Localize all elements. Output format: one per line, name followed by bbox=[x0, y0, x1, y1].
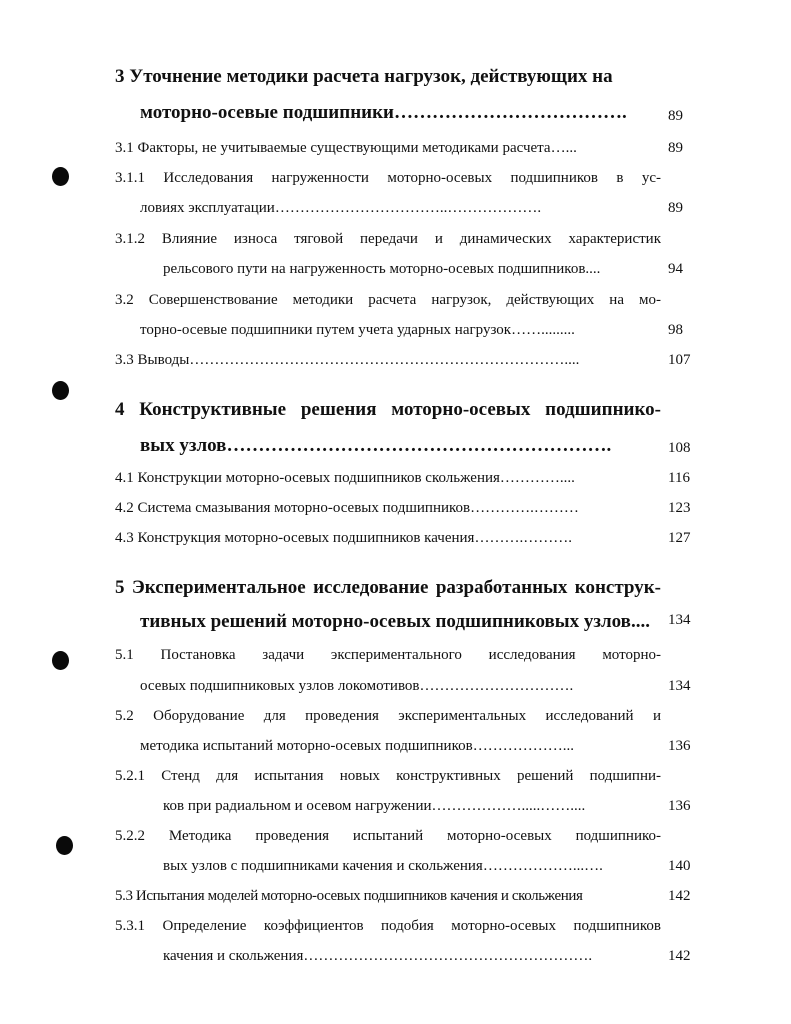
toc-leader: ………………...…. bbox=[482, 858, 603, 874]
punch-hole bbox=[52, 381, 69, 400]
toc-entry-text: 4.2 Система смазывания моторно-осевых подшипников bbox=[115, 500, 471, 516]
toc-page-number: 134 bbox=[668, 678, 691, 694]
toc-entry-text: рельсового пути на нагруженность моторно-осевых подшипников bbox=[163, 261, 586, 277]
toc-page-number: 127 bbox=[668, 530, 691, 546]
toc-page-number: 94 bbox=[668, 261, 683, 277]
toc-page-number: 107 bbox=[668, 352, 691, 368]
toc-entry-3-2-line1: 3.2 Совершенствование методики расчета нагрузок, действующих на мо- bbox=[115, 292, 661, 308]
toc-entry-5-3-1-line2 bbox=[163, 946, 661, 966]
toc-leader: …………………………………………………. bbox=[303, 948, 593, 964]
toc-leader: ……………………………..………………. bbox=[274, 200, 542, 216]
toc-entry-text: 3.1 Факторы, не учитываемые существующими методиками расчета bbox=[115, 140, 551, 156]
toc-leader: ………….... bbox=[499, 470, 575, 486]
toc-page-number: 89 bbox=[668, 108, 683, 124]
toc-heading-3-line1: 3 Уточнение методики расчета нагрузок, действующих на bbox=[115, 66, 613, 87]
toc-leader: .... bbox=[585, 261, 601, 277]
toc-page-number: 89 bbox=[668, 140, 683, 156]
toc-entry-text: 4.3 Конструкция моторно-осевых подшипников качения bbox=[115, 530, 475, 546]
toc-entry-3-1-1-line1: 3.1.1 Исследования нагруженности моторно-осевых подшипников в ус- bbox=[115, 170, 661, 186]
toc-heading-4-text: вых узлов bbox=[140, 435, 227, 456]
toc-entry-5-1-line1: 5.1 Постановка задачи экспериментального исследования моторно- bbox=[115, 647, 661, 663]
toc-entry-3-1-1-line2 bbox=[140, 198, 661, 218]
toc-leader: ………………... bbox=[472, 738, 574, 754]
toc-entry-text: ков при радиальном и осевом нагружении bbox=[163, 798, 432, 814]
toc-entry-text: качения и скольжения bbox=[163, 948, 304, 964]
toc-heading-4-line1: 4 Конструктивные решения моторно-осевых подшипнико- bbox=[115, 399, 661, 420]
toc-page-number: 134 bbox=[668, 612, 691, 628]
toc-entry-3-1-2-line2 bbox=[163, 259, 661, 279]
toc-leader: ……………….....…….... bbox=[431, 798, 586, 814]
toc-leader: ………….……… bbox=[470, 500, 579, 516]
toc-heading-3-line2 bbox=[140, 101, 661, 125]
toc-entry-5-2-2-line2 bbox=[163, 856, 661, 876]
toc-entry-5-2-1-line1: 5.2.1 Стенд для испытания новых конструктивных решений подшипни- bbox=[115, 768, 661, 784]
toc-leader: ………………………………. bbox=[393, 102, 627, 123]
toc-entry-3-1-2-line1: 3.1.2 Влияние износа тяговой передачи и динамических характеристик bbox=[115, 231, 661, 247]
toc-heading-3-text: моторно-осевые подшипники bbox=[140, 102, 394, 123]
toc-page-number: 123 bbox=[668, 500, 691, 516]
toc-page-number: 136 bbox=[668, 798, 691, 814]
toc-entry-5-3-1-line1: 5.3.1 Определение коэффициентов подобия моторно-осевых подшипников bbox=[115, 918, 661, 934]
toc-page-number: 108 bbox=[668, 440, 691, 456]
toc-leader: ……….………. bbox=[474, 530, 572, 546]
toc-page-number: 140 bbox=[668, 858, 691, 874]
toc-entry-text: ловиях эксплуатации bbox=[140, 200, 275, 216]
toc-entry-5-3: 5.3 Испытания моделей моторно-осевых подшипников качения и скольжения bbox=[115, 888, 583, 904]
toc-entry-5-2-1-line2 bbox=[163, 796, 661, 816]
toc-leader: .... bbox=[630, 611, 650, 632]
toc-entry-text: 4.1 Конструкции моторно-осевых подшипников скольжения bbox=[115, 470, 500, 486]
toc-entry-text: вых узлов с подшипниками качения и скольжения bbox=[163, 858, 483, 874]
toc-entry-text: 3.3 Выводы bbox=[115, 352, 190, 368]
toc-entry-text: осевых подшипниковых узлов локомотивов bbox=[140, 678, 420, 694]
punch-hole bbox=[52, 651, 69, 670]
toc-heading-5-text: тивных решений моторно-осевых подшипниковых узлов bbox=[140, 611, 631, 632]
toc-entry-5-2-line2 bbox=[140, 736, 661, 756]
toc-heading-5-line2 bbox=[140, 610, 661, 634]
toc-entry-3-2-line2 bbox=[140, 320, 661, 340]
toc-entry-text: методика испытаний моторно-осевых подшипников bbox=[140, 738, 473, 754]
toc-entry-5-2-2-line1: 5.2.2 Методика проведения испытаний моторно-осевых подшипнико- bbox=[115, 828, 661, 844]
toc-entry-text: торно-осевые подшипники путем учета ударных нагрузок bbox=[140, 322, 512, 338]
toc-entry-4-3 bbox=[115, 528, 661, 548]
punch-hole bbox=[52, 167, 69, 186]
toc-page-number: 89 bbox=[668, 200, 683, 216]
toc-page-number: 136 bbox=[668, 738, 691, 754]
toc-entry-5-2-line1: 5.2 Оборудование для проведения экспериментальных исследований и bbox=[115, 708, 661, 724]
toc-entry-3-1 bbox=[115, 138, 661, 158]
toc-leader: ………………………………………………………………….... bbox=[189, 352, 580, 368]
toc-entry-5-1-line2 bbox=[140, 676, 661, 696]
toc-leader: ……………………………………………………. bbox=[226, 435, 612, 456]
toc-entry-3-3 bbox=[115, 350, 661, 370]
toc-page-number: 116 bbox=[668, 470, 690, 486]
toc-heading-5-line1: 5 Экспериментальное исследование разработанных конструк- bbox=[115, 577, 661, 598]
toc-entry-4-2 bbox=[115, 498, 661, 518]
toc-page-number: 142 bbox=[668, 888, 691, 904]
toc-page-number: 98 bbox=[668, 322, 683, 338]
toc-leader: ……......... bbox=[511, 322, 575, 338]
toc-entry-4-1 bbox=[115, 468, 661, 488]
toc-page-number: 142 bbox=[668, 948, 691, 964]
toc-heading-4-line2 bbox=[140, 434, 661, 458]
punch-hole bbox=[56, 836, 73, 855]
toc-leader: …………………………. bbox=[419, 678, 574, 694]
toc-leader: …... bbox=[550, 140, 577, 156]
